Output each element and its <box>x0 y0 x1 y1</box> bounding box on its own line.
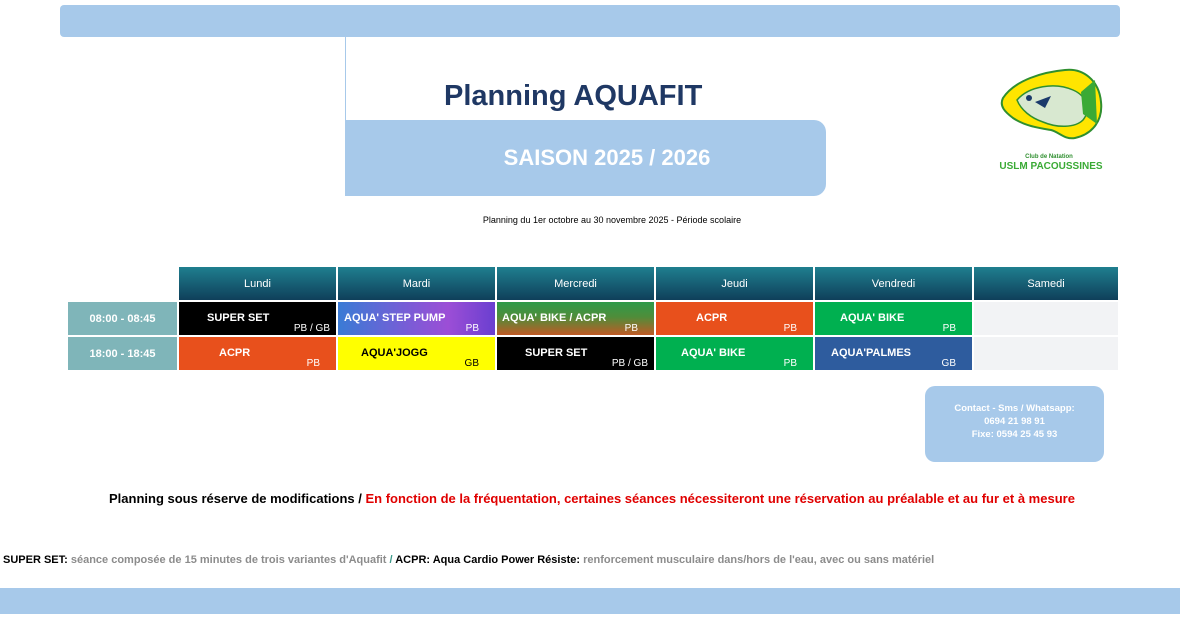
day-header-mercredi: Mercredi <box>497 267 654 300</box>
session-cell <box>656 302 813 335</box>
legend-acpr-desc: renforcement musculaire dans/hors de l'eau, avec ou sans matériel <box>580 554 935 566</box>
session-level: PB <box>306 358 320 369</box>
session-name: AQUA' STEP PUMP <box>344 312 446 324</box>
session-level: PB <box>942 323 956 334</box>
contact-box <box>925 386 1104 462</box>
disclaimer-warning: En fonction de la fréquentation, certaines séances nécessiteront une réservation au préalable et au fur et à mesure <box>365 491 1075 506</box>
session-cell-empty <box>974 302 1118 335</box>
day-header-mardi: Mardi <box>338 267 495 300</box>
session-name: SUPER SET <box>207 312 270 324</box>
session-level: PB <box>465 323 479 334</box>
session-cell <box>179 337 336 370</box>
session-name: SUPER SET <box>525 347 588 359</box>
bottom-banner <box>0 588 1180 614</box>
session-level: PB <box>624 323 638 334</box>
session-name: AQUA'PALMES <box>831 347 912 359</box>
session-name: AQUA' BIKE / ACPR <box>502 312 607 324</box>
time-slot-evening: 18:00 - 18:45 <box>68 337 177 370</box>
logo-club-line1: Club de Natation <box>1025 154 1073 160</box>
page-title: Planning AQUAFIT <box>444 80 703 112</box>
period-text: Planning du 1er octobre au 30 novembre 2025 - Période scolaire <box>482 215 742 225</box>
legend-superset-label: SUPER SET: <box>3 554 68 566</box>
session-cell <box>815 337 972 370</box>
session-cell <box>656 337 813 370</box>
session-name: AQUA' BIKE <box>840 312 905 324</box>
club-logo <box>995 62 1107 177</box>
contact-whatsapp: 0694 21 98 91 <box>984 416 1045 427</box>
day-header-jeudi: Jeudi <box>656 267 813 300</box>
session-name: AQUA'JOGG <box>361 347 428 359</box>
logo-club-line2: USLM PACOUSSINES <box>999 161 1103 172</box>
contact-line: Contact - Sms / Whatsapp: <box>954 403 1075 414</box>
time-slot-morning: 08:00 - 08:45 <box>68 302 177 335</box>
session-cell <box>815 302 972 335</box>
session-name: ACPR <box>219 347 251 359</box>
disclaimer-main: Planning sous réserve de modifications / <box>109 491 366 506</box>
top-banner <box>60 5 1120 37</box>
contact-landline: Fixe: 0594 25 45 93 <box>971 429 1058 440</box>
session-level: PB / GB <box>611 358 648 369</box>
session-name: ACPR <box>696 312 728 324</box>
session-level: GB <box>464 358 479 369</box>
legend-acpr-label: ACPR: Aqua Cardio Power Résiste: <box>395 554 581 566</box>
day-header-vendredi: Vendredi <box>815 267 972 300</box>
legend <box>3 554 934 566</box>
season-label: SAISON 2025 / 2026 <box>503 145 711 170</box>
session-level: PB <box>783 358 797 369</box>
session-cell <box>179 302 336 335</box>
session-level: PB <box>783 323 797 334</box>
day-header-lundi: Lundi <box>179 267 336 300</box>
session-cell <box>338 302 495 335</box>
day-header-samedi: Samedi <box>974 267 1118 300</box>
legend-separator: / <box>386 554 396 566</box>
legend-superset-desc: séance composée de 15 minutes de trois variantes d'Aquafit <box>67 554 387 566</box>
session-cell <box>497 302 654 335</box>
session-cell <box>497 337 654 370</box>
session-level: GB <box>941 358 956 369</box>
session-name: AQUA' BIKE <box>681 347 746 359</box>
session-cell-empty <box>974 337 1118 370</box>
session-cell <box>338 337 495 370</box>
disclaimer-note <box>109 491 1075 506</box>
divider-line <box>345 37 346 122</box>
session-level: PB / GB <box>293 323 330 334</box>
